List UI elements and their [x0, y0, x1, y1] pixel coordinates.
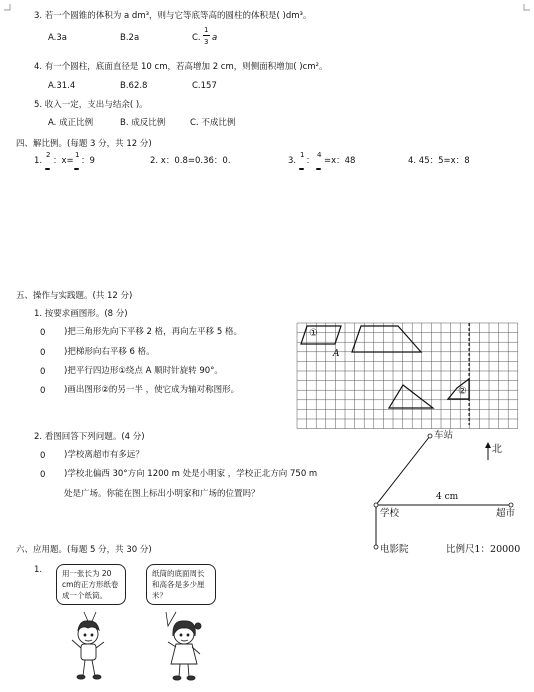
map-school-label: 学校 [380, 508, 400, 519]
s4-p3-label: 3. [288, 156, 297, 166]
q4-option-b: B.62.8 [120, 81, 148, 91]
q5-stem: 5. 收入一定，支出与结余( )。 [34, 100, 148, 110]
s5-sub1-mark-4: 0 [40, 386, 46, 396]
s4-p1-end: ：9 [81, 156, 95, 166]
s4-p1-mid: ：x= [53, 156, 74, 166]
q3-option-a: A.3a [48, 33, 67, 43]
section6-title: 六、应用题。(每题 5 分，共 30 分) [16, 545, 152, 555]
s6-q1-label: 1. [34, 565, 43, 575]
map-market-label: 超市 [496, 508, 516, 519]
s5-sub2-title: 2. 看图回答下列问题。(4 分) [34, 432, 145, 442]
boy-figure [72, 621, 104, 679]
q5-option-a: A. 成正比例 [48, 118, 94, 128]
q3-stem: 3. 若一个圆锥的体积为 a dm³，则与它等底等高的圆柱的体积是( )dm³。 [34, 11, 312, 21]
map-cinema-label: 电影院 [380, 544, 409, 555]
s5-sub2-item-1: )学校离超市有多远？ [64, 450, 144, 460]
q3-option-c-prefix: C. [192, 33, 201, 43]
girl-figure [168, 621, 201, 680]
s5-sub2-item-2: )学校北偏西 30°方向 1200 m 处是小明家 ，学校正北方向 750 m [64, 469, 318, 479]
speech-bubble-right: 纸筒的底面周长和高各是多少厘米？ [146, 564, 216, 605]
bubble-right-tail [166, 612, 176, 626]
s5-sub1-mark-1: 0 [40, 328, 46, 338]
s5-sub1-item-1: )把三角形先向下平移 2 格，再向左平移 5 格。 [64, 327, 242, 337]
map-station-label: 车站 [434, 430, 454, 441]
s4-p3-mid: ： [306, 156, 315, 166]
s5-sub2-item-2-continued: 处是广场。你能在图上标出小明家和广场的位置吗？ [64, 489, 260, 499]
q5-option-c: C. 不成比例 [190, 118, 236, 128]
grid-label-figure-1: ① [309, 328, 318, 339]
s5-sub2-mark-2: 0 [40, 470, 46, 480]
s5-sub1-mark-3: 0 [40, 367, 46, 377]
s5-sub2-mark-1: 0 [40, 451, 46, 461]
map-north-label: 北 [492, 444, 502, 455]
q3-option-b: B.2a [120, 33, 140, 43]
s5-sub1-item-2: )把梯形向右平移 6 格。 [64, 347, 155, 357]
s5-sub1-title: 1. 按要求画图形。(8 分) [34, 309, 128, 319]
section4-title: 四、解比例。(每题 3 分，共 12 分) [16, 139, 152, 149]
s5-sub1-mark-2: 0 [40, 348, 46, 358]
q4-stem: 4. 有一个圆柱，底面直径是 10 cm，若高增加 2 cm，则侧面积增加( )cm²。 [34, 62, 328, 72]
q3-option-c-variable: a [212, 33, 218, 43]
s5-sub1-item-4: )画出图形②的另一半 ，使它成为轴对称图形。 [64, 385, 240, 395]
s4-p1-label: 1. [34, 156, 43, 166]
s4-problem-4: 4. 45：5=x：8 [408, 156, 470, 166]
map-distance-label: 4 cm [436, 492, 459, 502]
s4-p3-numerator-1: 1 [300, 151, 305, 159]
q3-option-c-denominator: 3 [204, 38, 209, 46]
grid-label-figure-2: ② [458, 386, 467, 397]
speech-bubble-left: 用一张长为 20 cm的正方形纸卷成一个纸筒。 [56, 564, 126, 605]
s4-p1-numerator-1: 2 [46, 151, 51, 159]
s4-p3-end: =x：48 [324, 156, 356, 166]
section5-title: 五、操作与实践题。(共 12 分) [16, 291, 133, 301]
grid-point-a: A [333, 349, 340, 359]
s4-p3-numerator-2: 4 [317, 151, 322, 159]
q4-option-c: C.157 [192, 81, 217, 91]
q5-option-b: B. 成反比例 [120, 118, 166, 128]
s5-sub1-item-3: )把平行四边形①绕点 A 顺时针旋转 90°。 [64, 366, 223, 376]
s4-problem-2: 2. x：0.8=0.36：0. [150, 156, 231, 166]
q3-option-c-numerator: 1 [204, 26, 209, 34]
map-scale-label: 比例尺1：20000 [446, 544, 521, 555]
s4-p1-numerator-2: 1 [75, 151, 80, 159]
q4-option-a: A.31.4 [48, 81, 76, 91]
